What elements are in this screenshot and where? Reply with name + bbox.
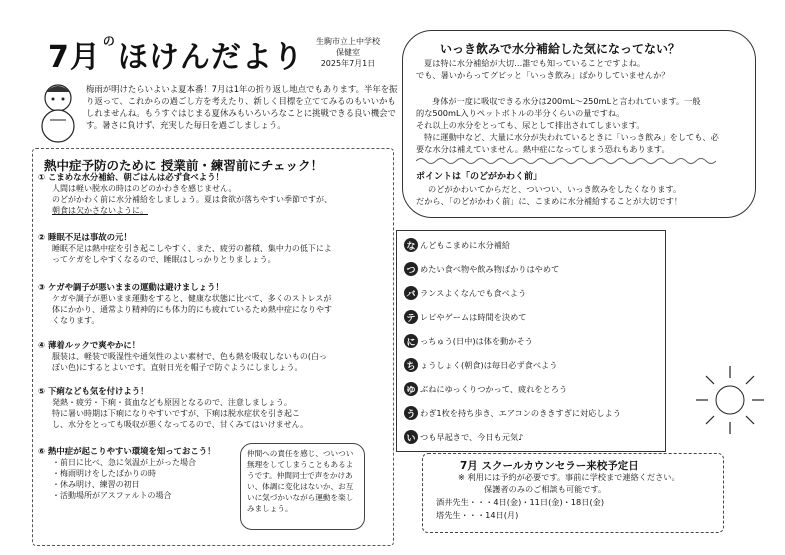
section-body: のどがかわく前に水分補給をしましょう。夏は食欲が落ちやすい季節ですが、 bbox=[52, 195, 332, 204]
title-text: ほけんだより bbox=[117, 40, 304, 75]
section-body: ・前日に比べ、急に気温が上がった場合 bbox=[52, 458, 196, 467]
list-initial: テ bbox=[404, 310, 418, 324]
header-meta bbox=[298, 36, 398, 69]
list-initial: ゆ bbox=[404, 382, 418, 396]
wave-divider bbox=[416, 156, 746, 166]
water-p3b: だから、「のどがかわく前」に、こまめに水分補給することが大切です！ bbox=[416, 196, 683, 206]
counselor-sakai: 酒井先生・・・4日(金)・11日(金)・18日(金) bbox=[436, 497, 605, 507]
heat-section-3 bbox=[38, 282, 368, 326]
section-body: ケガや調子が悪いまま運動をすると、健康な状態に比べて、多くのストレスが bbox=[52, 294, 332, 303]
section-heading: ③ ケガや調子が悪いままの運動は避けましょう！ bbox=[38, 282, 224, 292]
counselor-tou: 塔先生・・・14日(月) bbox=[436, 510, 519, 520]
list-initial: バ bbox=[404, 286, 418, 300]
list-text: わぎ1枚を持ち歩き、エアコンのききすぎに対応しよう bbox=[420, 407, 621, 418]
list-item bbox=[404, 406, 621, 420]
water-p2a: 身体が一度に吸収できる水分は200mL～250mLと言われています。一般 bbox=[432, 96, 701, 106]
section-body: 服装は、軽装で吸湿性や通気性のよい素材で、色も熱を吸収しないもの(白っ bbox=[52, 352, 327, 361]
office-name: 保健室 bbox=[336, 48, 360, 57]
section-body: 睡眠不足は熱中症を引き起こしやすく、また、疲労の蓄積、集中力の低下によ bbox=[52, 244, 332, 253]
list-text: めたい食べ物や飲み物ばかりはやめて bbox=[420, 263, 560, 274]
list-item bbox=[404, 262, 559, 276]
school-name: 生駒市立上中学校 bbox=[316, 37, 380, 46]
water-p3a: のどがかわいてからだと、ついつい、いっき飲みをしたくなります。 bbox=[428, 184, 682, 194]
heat-section-1 bbox=[38, 172, 368, 216]
section-heading: ④ 薄着ルックで爽やかに！ bbox=[38, 340, 141, 350]
sun-child-illustration bbox=[690, 360, 770, 440]
section-body: 特に暑い時期は下痢になりやすいですが、下痢は脱水症状を引き起こ bbox=[52, 409, 300, 418]
section-body-underlined: 朝食は欠かさないように。 bbox=[52, 206, 148, 215]
list-item bbox=[404, 310, 526, 324]
counselor-note-2: 保護者のみのご相談も可能です。 bbox=[484, 484, 607, 494]
list-item bbox=[404, 358, 557, 372]
section-body: し、水分をとっても吸収が悪くなってるので、甘くみてはいけません。 bbox=[52, 420, 309, 429]
water-intake-title: いっき飲みで水分補給した気になってない？ bbox=[440, 42, 681, 56]
section-heading: ⑥ 熱中症が起こりやすい環境を知っておこう！ bbox=[38, 446, 216, 456]
list-item bbox=[404, 334, 533, 348]
section-body: 人間は軽い脱水の時はのどのかわきを感じません。 bbox=[52, 184, 237, 193]
section-body: ・休み明け、練習の初日 bbox=[52, 480, 140, 489]
water-p2b: 的な500mL入りペットボトルの半分くらいの量ですね。 bbox=[416, 108, 625, 118]
section-body: 発熱・疲労・下痢・貧血なども原因となるので、注意しましょう。 bbox=[52, 398, 292, 407]
heat-section-2 bbox=[38, 232, 368, 265]
list-initial: い bbox=[404, 430, 418, 444]
section-heading: ② 睡眠不足は事故の元！ bbox=[38, 232, 132, 242]
list-item bbox=[404, 238, 510, 252]
heatstroke-title: 熱中症予防のために 授業前・練習前にチェック！ bbox=[44, 158, 323, 173]
point-title: ポイントは「のどがかわく前」 bbox=[416, 172, 543, 182]
section-body: ・活動場所がアスファルトの場合 bbox=[52, 491, 172, 500]
title-month: 7月 bbox=[48, 40, 101, 75]
water-p1b: でも、暑いからってグビッと「いっき飲み」ばかりしていませんか？ bbox=[416, 70, 670, 80]
section-body: くなります。 bbox=[52, 316, 100, 325]
heat-section-6 bbox=[38, 446, 238, 501]
water-p1a: 夏は特に水分補給が大切…誰でも知っていることですよね。 bbox=[424, 58, 646, 68]
list-text: んどもこまめに水分補給 bbox=[420, 239, 511, 250]
list-item bbox=[404, 382, 567, 396]
intro-paragraph: 梅雨が明けたらいよいよ夏本番！7月は1年の折り返し地点でもあります。半年を振り返って、これからの過ごし方を考えたり、新しく目標を立ててみるのもいいかもしれませんね。もうすぐはじまる夏休みもいろいろなことに挑戦できる良い機会です。暑さに負けず、充実した毎日を過ごしましょう。 bbox=[86, 84, 398, 130]
list-initial: う bbox=[404, 406, 418, 420]
list-initial: に bbox=[404, 334, 418, 348]
heat-section-4 bbox=[38, 340, 368, 373]
list-text: ぶねにゆっくりつかって、疲れをとろう bbox=[420, 383, 568, 394]
title-no: の bbox=[102, 34, 116, 48]
section-body: ・梅雨明けをしたばかりの時 bbox=[52, 469, 156, 478]
section-body: ってケガをしやすくなるので、睡眠はしっかりとりましょう。 bbox=[52, 255, 276, 264]
newsletter-title bbox=[48, 32, 304, 76]
list-text: ランスよくなんでも食べよう bbox=[420, 287, 527, 298]
water-p2d: 特に運動中など、大量に水分が失われているときに「いっき飲み」をしても、必 bbox=[424, 132, 719, 142]
counselor-note-1: ※ 利用には予約が必要です。事前に学校まで連絡ください。 bbox=[458, 472, 680, 482]
water-p2e: 要な水分は補えていません。熱中症になってしまう恐れもあります。 bbox=[416, 144, 670, 154]
list-item bbox=[404, 286, 526, 300]
teamwork-speech-bubble: 仲間への責任を感じ、ついつい無理をしてしまうこともあるようです。仲間同士で声をかけあい、体調に変化はないか、お互いに気づかいながら運動を楽しみましょう。 bbox=[240, 443, 365, 530]
section-body: ぽい色)にするとよいです。直射日光を帽子で防ぐようにしましょう。 bbox=[52, 363, 303, 372]
list-item bbox=[404, 430, 523, 444]
list-text: っちゅう(日中)は体を動かそう bbox=[420, 335, 533, 346]
list-initial: ち bbox=[404, 358, 418, 372]
list-text: レビやゲームは時間を決めて bbox=[420, 311, 527, 322]
list-initial: な bbox=[404, 238, 418, 252]
counselor-title: 7月 スクールカウンセラー来校予定日 bbox=[460, 460, 639, 472]
water-p2c: それ以上の水分をとっても、尿として排出されてしまいます。 bbox=[416, 120, 645, 130]
section-body: 体にかかり、通常より精神的にも体力的にも疲れているため熱中症になりやす bbox=[52, 305, 332, 314]
list-text: つも早起きで、今日も元気♪ bbox=[420, 431, 524, 442]
list-initial: つ bbox=[404, 262, 418, 276]
list-text: ょうしょく(朝食)は毎日必ず食べよう bbox=[420, 359, 558, 370]
heat-section-5 bbox=[38, 386, 368, 430]
snowman-mascot-illustration bbox=[32, 80, 84, 144]
section-heading: ⑤ 下痢なども気を付けよう！ bbox=[38, 386, 149, 396]
section-heading: ① こまめな水分補給、朝ごはんは必ず食べよう！ bbox=[38, 172, 224, 182]
issue-date: 2025年7月1日 bbox=[320, 59, 376, 68]
